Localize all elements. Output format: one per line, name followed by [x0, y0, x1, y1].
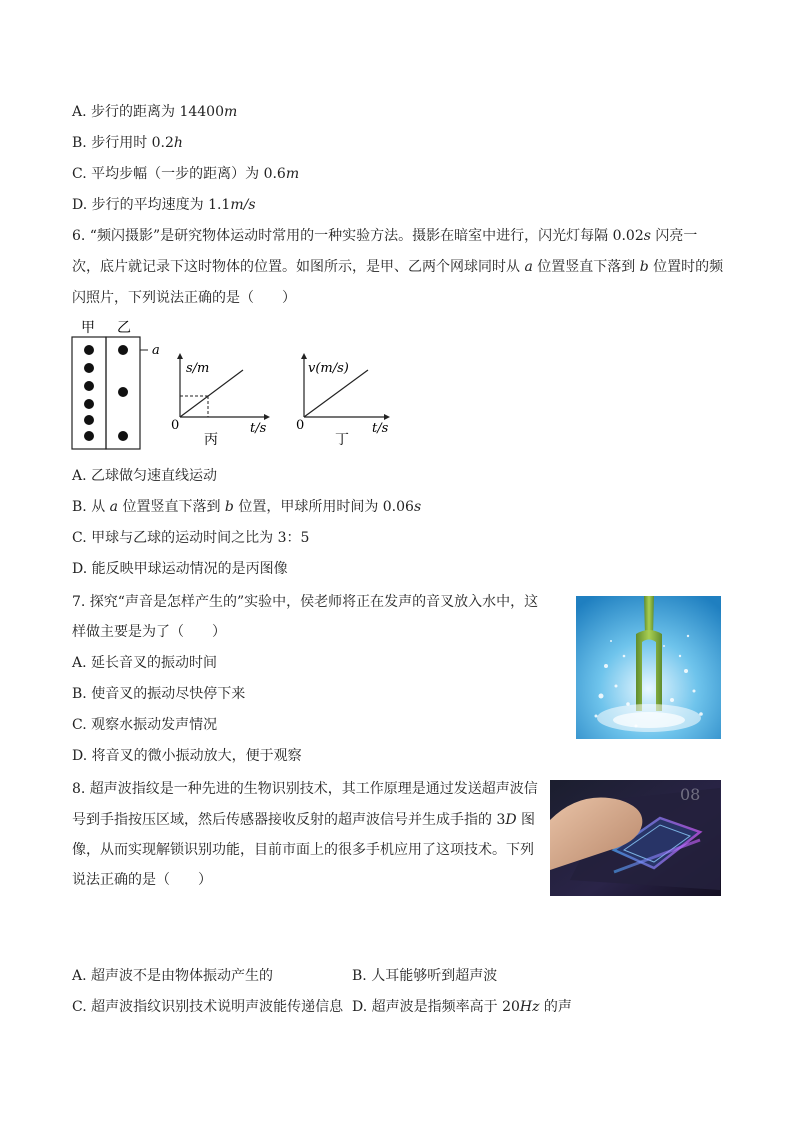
q6-option-d: D. 能反映甲球运动情况的是丙图像: [72, 561, 288, 577]
label-jia: 甲: [81, 320, 95, 336]
q6-option-a: A. 乙球做匀速直线运动: [72, 468, 218, 484]
q8-stem-line4: 说法正确的是（ ）: [72, 872, 212, 888]
label-a: a: [152, 343, 160, 358]
q7-stem-line1: 7. 探究“声音是怎样产生的”实验中，侯老师将正在发声的音叉放入水中，这: [72, 594, 539, 610]
q8-option-a: A. 超声波不是由物体振动产生的: [72, 968, 274, 984]
ball-jia: [84, 345, 94, 355]
q6-option-c: C. 甲球与乙球的运动时间之比为 3：5: [72, 530, 310, 546]
q5-option-a: A. 步行的距离为 14400m: [72, 104, 238, 120]
q8-option-b: B. 人耳能够听到超声波: [352, 968, 498, 984]
ball-jia: [84, 363, 94, 373]
q7-stem-line2: 样做主要是为了（ ）: [72, 624, 226, 640]
q8-stem-line2: 号到手指按压区域，然后传感器接收反射的超声波信号并生成手指的 3D 图: [72, 812, 536, 828]
label-yi: 乙: [117, 320, 131, 336]
ding-line: [304, 370, 368, 417]
q8-stem-line1: 8. 超声波指纹是一种先进的生物识别技术，其工作原理是通过发送超声波信: [72, 781, 538, 797]
ding-xlabel: t/s: [372, 421, 389, 436]
q6-stem-line3: 闪照片，下列说法正确的是（ ）: [72, 290, 296, 306]
q5-option-b: B. 步行用时 0.2h: [72, 135, 183, 151]
ball-yi: [118, 387, 128, 397]
bing-line: [180, 370, 243, 417]
bing-origin: 0: [171, 418, 180, 433]
q7-option-c: C. 观察水振动发声情况: [72, 717, 218, 733]
ball-yi: [118, 345, 128, 355]
q7-option-b: B. 使音叉的振动尽快停下来: [72, 686, 246, 702]
ball-jia: [84, 415, 94, 425]
ball-jia: [84, 399, 94, 409]
graph-ding: [296, 353, 390, 448]
svg-text:08: 08: [680, 785, 701, 804]
q6-option-b: B. 从 a 位置竖直下落到 b 位置，甲球所用时间为 0.06s: [72, 499, 422, 515]
ding-ylabel: v(m/s): [308, 361, 349, 376]
q5-option-c: C. 平均步幅（一步的距离）为 0.6m: [72, 166, 300, 182]
tuning-fork-photo: [576, 596, 721, 739]
bing-caption: 丙: [204, 432, 218, 448]
q6-figure: [68, 315, 408, 455]
ball-jia: [84, 381, 94, 391]
q5-option-d: D. 步行的平均速度为 1.1m/s: [72, 197, 256, 213]
q7-option-d: D. 将音叉的微小振动放大，便于观察: [72, 748, 302, 764]
q8-option-d: D. 超声波是指频率高于 20Hz 的声: [352, 999, 572, 1015]
q6-stem-line1: 6. “频闪摄影”是研究物体运动时常用的一种实验方法。摄影在暗室中进行，闪光灯每隔 0.02s 闪亮一: [72, 228, 698, 244]
q8-option-c: C. 超声波指纹识别技术说明声波能传递信息: [72, 999, 344, 1015]
ball-yi: [118, 431, 128, 441]
bing-ylabel: s/m: [186, 361, 210, 376]
ding-caption: 丁: [335, 432, 349, 448]
graph-bing: [171, 353, 270, 448]
ball-jia: [84, 431, 94, 441]
q8-stem-line3: 像，从而实现解锁识别功能，目前市面上的很多手机应用了这项技术。下列: [72, 842, 534, 858]
fingerprint-photo: [550, 780, 721, 896]
bing-xlabel: t/s: [250, 421, 267, 436]
ding-origin: 0: [296, 418, 305, 433]
q7-option-a: A. 延长音叉的振动时间: [72, 655, 218, 671]
q6-stem-line2: 次，底片就记录下这时物体的位置。如图所示，是甲、乙两个网球同时从 a 位置竖直下落到 b 位置时的频: [72, 259, 724, 275]
